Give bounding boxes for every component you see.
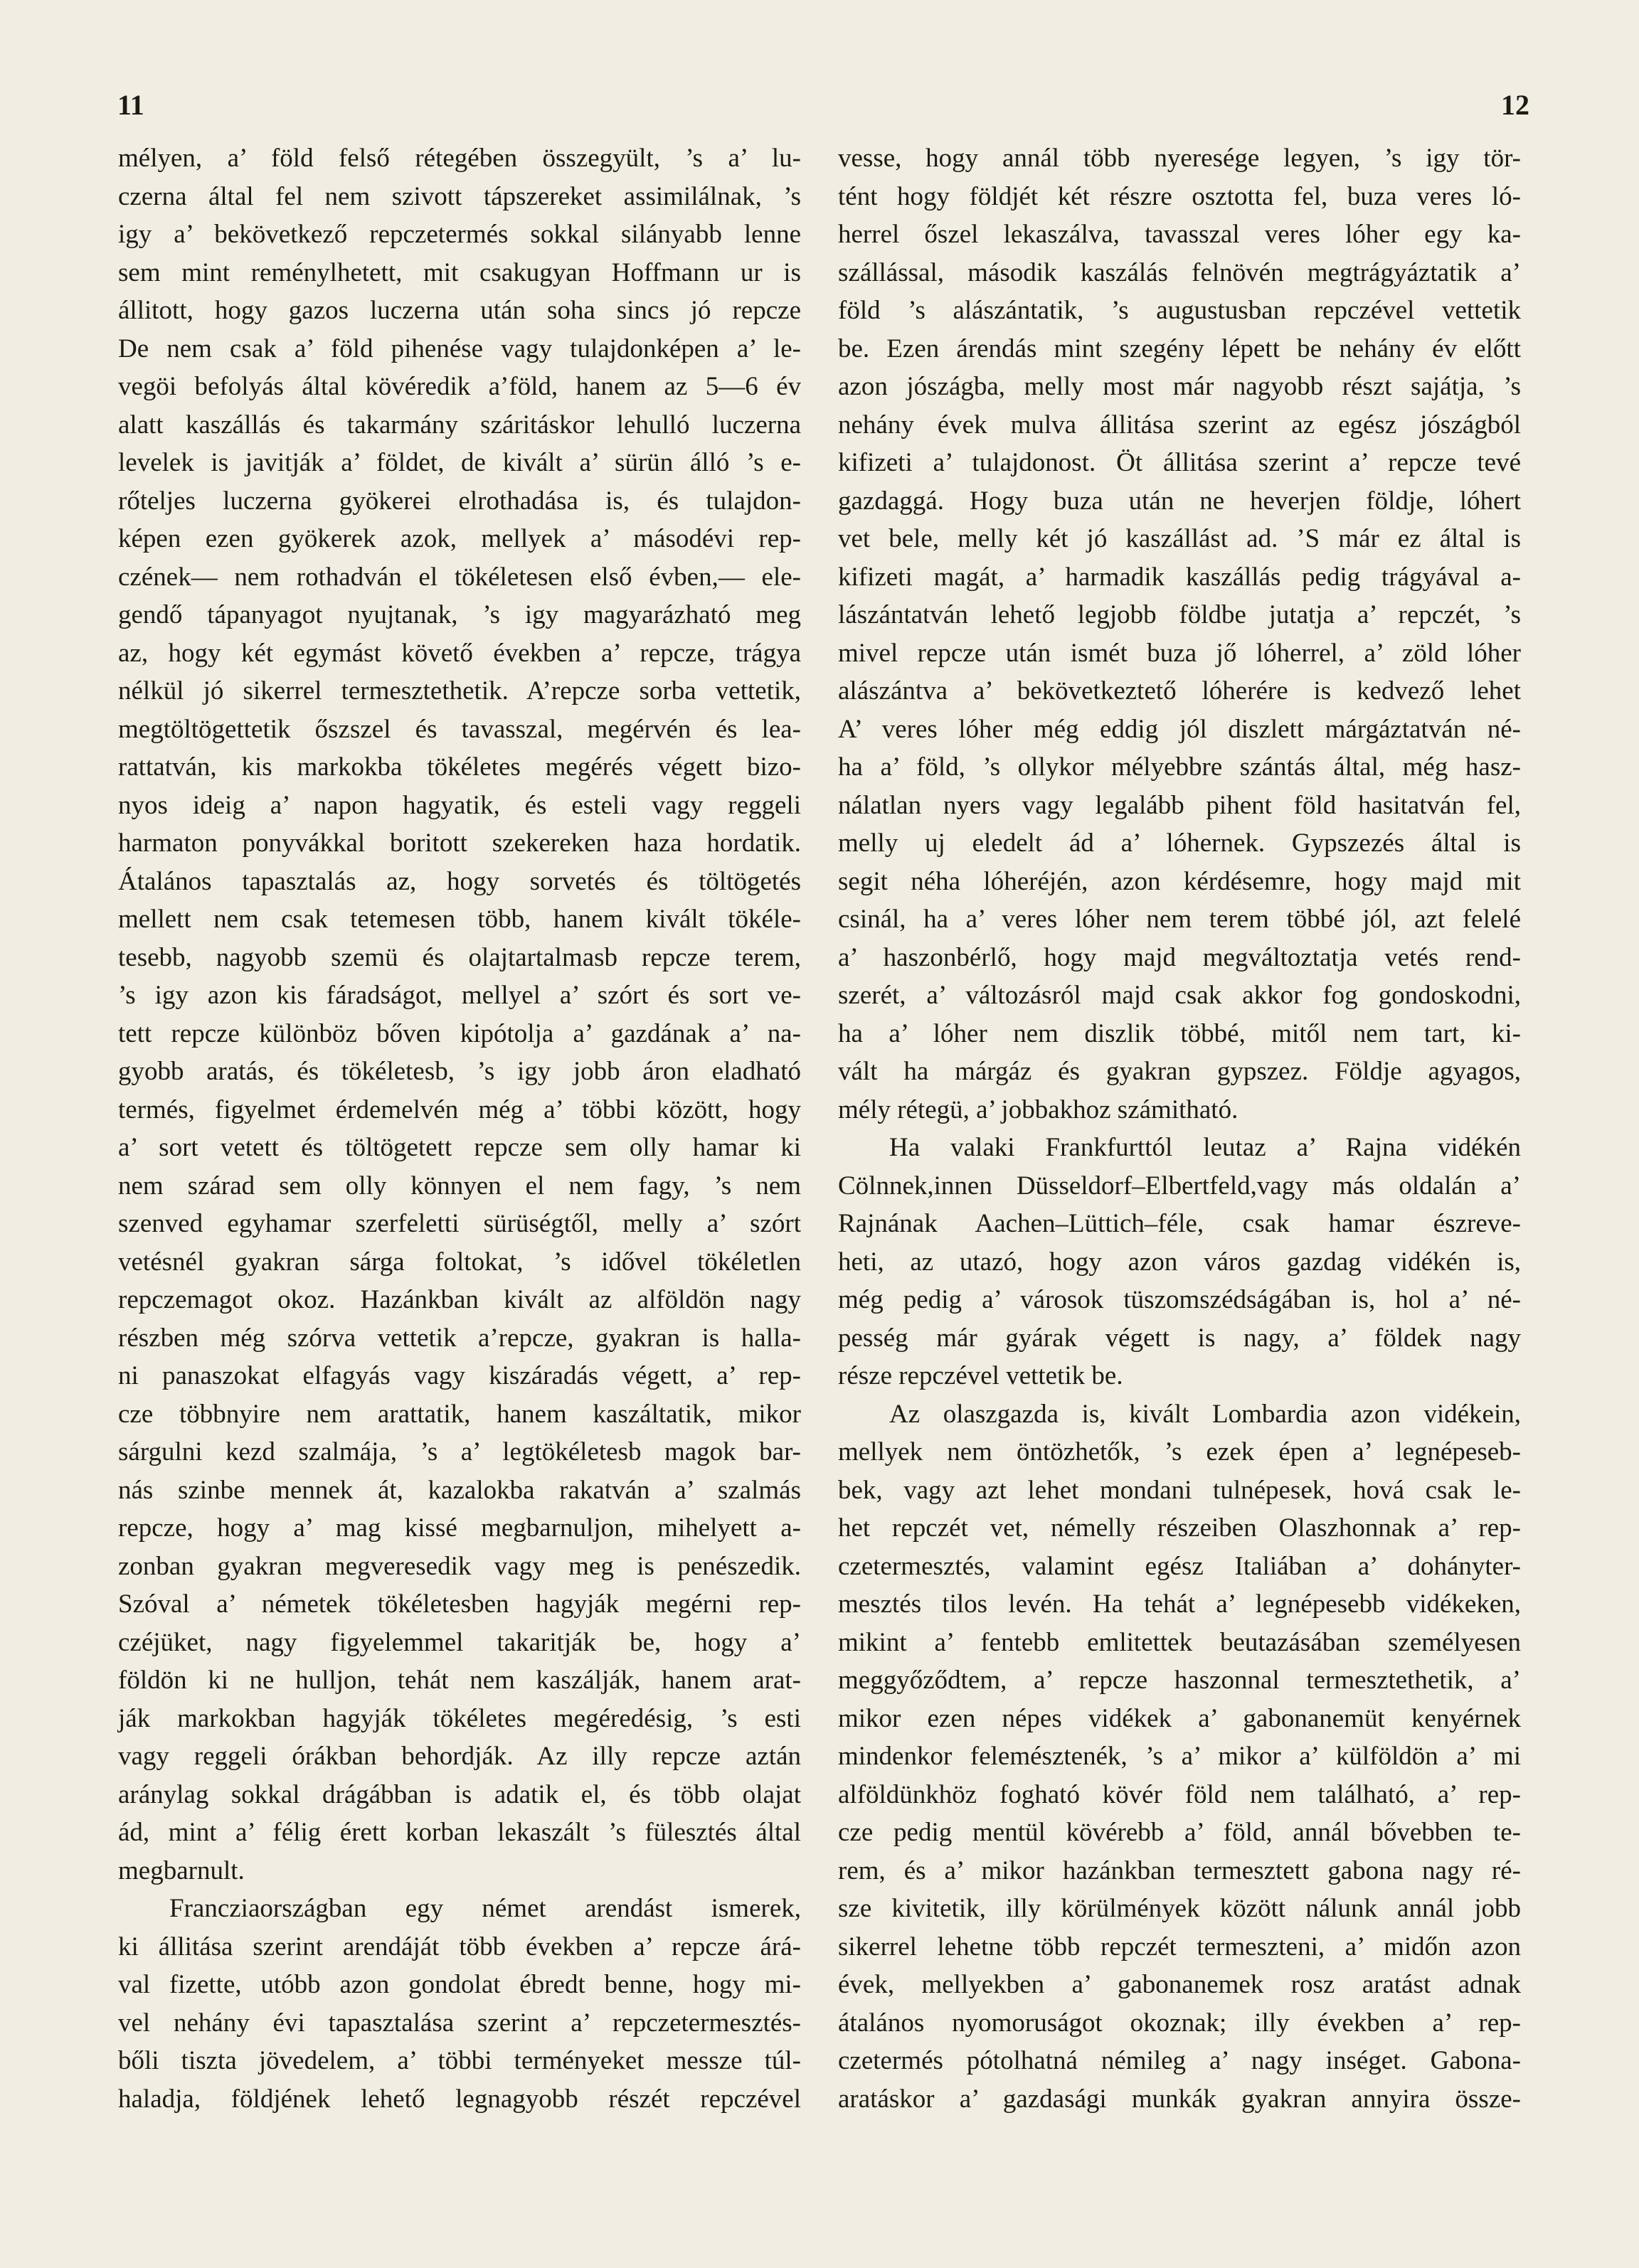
text-line: szállással, második kaszálás felnövén megtrágyáztatik a’ (838, 257, 1521, 287)
text-line: tént hogy földjét két részre osztotta fel, buza veres ló- (838, 181, 1521, 211)
text-line: ha a’ lóher nem diszlik többé, mitől nem tart, ki- (838, 1018, 1521, 1048)
text-line: bek, vagy azt lehet mondani tulnépesek, hová csak le- (838, 1475, 1521, 1505)
text-line: mindenkor felemésztenék, ’s a’ mikor a’ külföldön a’ mi (838, 1742, 1521, 1771)
text-column-left (118, 139, 801, 2118)
text-line: cze pedig mentül kövérebb a’ föld, annál bővebben te- (838, 1818, 1521, 1847)
text-line: levelek is javitják a’ földet, de kivált a’ sürün álló ’s e- (118, 448, 801, 477)
text-line: czerna által fel nem szivott tápszereket assimilálnak, ’s (118, 181, 801, 211)
text-line: alföldünkhöz fogható kövér föld nem található, a’ rep- (838, 1779, 1521, 1809)
page-number-left: 11 (117, 89, 144, 121)
text-line: val fizette, utóbb azon gondolat ébredt benne, hogy mi- (118, 1970, 801, 1999)
text-line: czetermesztés, valamint egész Italiában a’ dohányter- (838, 1551, 1521, 1581)
text-line: megtöltögettetik őszszel és tavasszal, megérvén és lea- (118, 714, 801, 744)
text-line: évek, mellyekben a’ gabonanemek rosz aratást adnak (838, 1970, 1521, 1999)
text-line: De nem csak a’ föld pihenése vagy tulajdonképen a’ le- (118, 334, 801, 363)
text-line: alatt kaszállás és takarmány száritáskor lehulló luczerna (118, 410, 801, 440)
text-line: vel nehány évi tapasztalása szerint a’ repczetermesztés- (118, 2008, 801, 2038)
text-line: az, hogy két egymást követő években a’ repcze, trágya (118, 638, 801, 668)
text-line: szenved egyhamar szerfeletti sürüségtől, melly a’ szórt (118, 1209, 801, 1238)
text-line: kifizeti a’ tulajdonost. Öt állitása szerint a’ repcze tevé (838, 448, 1521, 477)
text-line: haladja, földjének lehető legnagyobb részét repczével (118, 2084, 801, 2114)
text-line: repczemagot okoz. Hazánkban kivált az alföldön nagy (118, 1285, 801, 1314)
text-line: ki állitása szerint arendáját több években a’ repcze árá- (118, 1932, 801, 1961)
text-line: része repczével vettetik be. (838, 1361, 1123, 1390)
text-line: ád, mint a’ félig érett korban lekaszált ’s fülesztés által (118, 1818, 801, 1847)
text-line: nélkül jó sikerrel termesztethetik. A’repcze sorba vettetik, (118, 676, 801, 706)
text-line: vegöi befolyás által kövéredik a’föld, hanem az 5—6 év (118, 372, 801, 401)
text-line: zonban gyakran megveresedik vagy meg is penészedik. (118, 1551, 801, 1581)
text-line: cze többnyire nem arattatik, hanem kaszáltatik, mikor (118, 1399, 801, 1429)
text-line: sikerrel lehetne több repczét termeszteni, a’ midőn azon (838, 1932, 1521, 1961)
text-line: mellett nem csak tetemesen több, hanem kivált tökéle- (118, 905, 801, 934)
text-line: nyos ideig a’ napon hagyatik, és esteli vagy reggeli (118, 790, 801, 820)
text-line: repcze, hogy a’ mag kissé megbarnuljon, mihelyett a- (118, 1513, 801, 1543)
text-line: megbarnult. (118, 1856, 245, 1885)
text-line: melly uj eledelt ád a’ lóhernek. Gypszezés által is (838, 829, 1521, 858)
text-line: csinál, ha a’ veres lóher nem terem többé jól, azt felelé (838, 905, 1521, 934)
text-line: föld ’s alászántatik, ’s augustusban repczével vettetik (838, 296, 1521, 325)
text-line: harmaton ponyvákkal boritott szekereken haza hordatik. (118, 829, 801, 858)
text-line: ják markokban hagyják tökéletes megéredésig, ’s esti (118, 1703, 801, 1733)
text-line: be. Ezen árendás mint szegény lépett be nehány év előtt (838, 334, 1521, 363)
text-line: a’ sort vetett és töltögetett repcze sem olly hamar ki (118, 1133, 801, 1162)
text-line: szerét, a’ változásról majd csak akkor fog gondoskodni, (838, 981, 1521, 1010)
text-line: még pedig a’ városok tüszomszédságában is, hol a’ né- (838, 1285, 1521, 1314)
text-line: het repczét vet, némelly részeiben Olaszhonnak a’ rep- (838, 1513, 1521, 1543)
text-line: ha a’ föld, ’s ollykor mélyebbre szántás által, még hasz- (838, 752, 1521, 782)
text-line: czéjüket, nagy figyelemmel takaritják be, hogy a’ (118, 1627, 801, 1657)
text-line: nálatlan nyers vagy legalább pihent föld hasitatván fel, (838, 790, 1521, 820)
text-line: bőli tiszta jövedelem, a’ többi terményeket messze túl- (118, 2046, 801, 2075)
text-line: rattatván, kis markokba tökéletes megérés végett bizo- (118, 752, 801, 782)
text-line: mélyen, a’ föld felső rétegében összegyült, ’s a’ lu- (118, 144, 801, 173)
text-line: gendő tápanyagot nyujtanak, ’s igy magyarázható meg (118, 600, 801, 629)
text-line: segit néha lóheréjén, azon kérdésemre, hogy majd mit (838, 866, 1521, 896)
text-line: Ha valaki Frankfurttól leutaz a’ Rajna vidékén (889, 1133, 1521, 1162)
text-line: Az olaszgazda is, kivált Lombardia azon vidékein, (889, 1399, 1521, 1429)
text-line: mivel repcze után ismét buza jő lóherrel, a’ zöld lóher (838, 638, 1521, 668)
page-number-right: 12 (1501, 89, 1529, 121)
text-line: czének— nem rothadván el tökéletesen első évben,— ele- (118, 562, 801, 592)
text-line: mikint a’ fentebb emlitettek beutazásában személyesen (838, 1627, 1521, 1657)
text-line: átalános nyomoruságot okoznak; illy években a’ rep- (838, 2008, 1521, 2038)
text-line: sárgulni kezd szalmája, ’s a’ legtökéletesb magok bar- (118, 1437, 801, 1466)
text-line: vált ha márgáz és gyakran gypszez. Földje agyagos, (838, 1057, 1521, 1086)
text-line: alászántva a’ bekövetkeztető lóherére is kedvező lehet (838, 676, 1521, 706)
text-line: meggyőződtem, a’ repcze haszonnal termesztethetik, a’ (838, 1666, 1521, 1695)
text-line: részben még szórva vettetik a’repcze, gyakran is halla- (118, 1323, 801, 1353)
text-line: vetésnél gyakran sárga foltokat, ’s idővel tökéletlen (118, 1247, 801, 1277)
text-line: herrel őszel lekaszálva, tavasszal veres lóher egy ka- (838, 220, 1521, 249)
text-line: mély rétegü, a’ jobbakhoz számitható. (838, 1095, 1238, 1124)
text-line: ’s igy azon kis fáradságot, mellyel a’ szórt és sort ve- (118, 981, 801, 1010)
text-line: mikor ezen népes vidékek a’ gabonanemüt kenyérnek (838, 1703, 1521, 1733)
text-line: heti, az utazó, hogy azon város gazdag vidékén is, (838, 1247, 1521, 1277)
text-line: Rajnának Aachen–Lüttich–féle, csak hamar észreve- (838, 1209, 1521, 1238)
text-line: sze kivitetik, illy körülmények között nálunk annál jobb (838, 1894, 1521, 1923)
text-line: gazdaggá. Hogy buza után ne heverjen földje, lóhert (838, 486, 1521, 516)
text-line: sem mint reménylhetett, mit csakugyan Hoffmann ur is (118, 257, 801, 287)
text-line: termés, figyelmet érdemelvén még a’ többi között, hogy (118, 1095, 801, 1124)
text-line: vesse, hogy annál több nyeresége legyen, ’s igy tör- (838, 144, 1521, 173)
text-line: rem, és a’ mikor hazánkban termesztett gabona nagy ré- (838, 1856, 1521, 1885)
text-line: képen ezen gyökerek azok, mellyek a’ másodévi rep- (118, 524, 801, 553)
text-line: nás szinbe mennek át, kazalokba rakatván a’ szalmás (118, 1475, 801, 1505)
text-line: kifizeti magát, a’ harmadik kaszállás pedig trágyával a- (838, 562, 1521, 592)
text-line: azon jószágba, melly most már nagyobb részt sajátja, ’s (838, 372, 1521, 401)
text-line: tesebb, nagyobb szemü és olajtartalmasb repcze terem, (118, 942, 801, 972)
text-line: mellyek nem öntözhetők, ’s ezek épen a’ legnépeseb- (838, 1437, 1521, 1466)
text-line: tett repcze különböz bőven kipótolja a’ gazdának a’ na- (118, 1018, 801, 1048)
text-line: Francziaországban egy német arendást ismerek, (169, 1894, 801, 1923)
text-line: gyobb aratás, és tökéletesb, ’s igy jobb áron eladható (118, 1057, 801, 1086)
text-line: nehány évek mulva állitása szerint az egész jószágból (838, 410, 1521, 440)
text-line: ni panaszokat elfagyás vagy kiszáradás végett, a’ rep- (118, 1361, 801, 1390)
text-line: aránylag sokkal drágábban is adatik el, és több olajat (118, 1779, 801, 1809)
text-line: Cölnnek,innen Düsseldorf–Elbertfeld,vagy más oldalán a’ (838, 1171, 1521, 1200)
text-line: nem szárad sem olly könnyen el nem fagy, ’s nem (118, 1171, 801, 1200)
text-line: aratáskor a’ gazdasági munkák gyakran annyira össze- (838, 2084, 1521, 2114)
text-line: Átalános tapasztalás az, hogy sorvetés és töltögetés (118, 866, 801, 896)
text-line: a’ haszonbérlő, hogy majd megváltoztatja vetés rend- (838, 942, 1521, 972)
text-line: A’ veres lóher még eddig jól diszlett márgáztatván né- (838, 714, 1521, 744)
text-line: állitott, hogy gazos luczerna után soha sincs jó repcze (118, 296, 801, 325)
text-line: pesség már gyárak végett is nagy, a’ földek nagy (838, 1323, 1521, 1353)
text-line: igy a’ bekövetkező repczetermés sokkal silányabb lenne (118, 220, 801, 249)
text-line: földön ki ne hulljon, tehát nem kaszálják, hanem arat- (118, 1666, 801, 1695)
text-column-right (838, 139, 1521, 2118)
text-line: Szóval a’ németek tökéletesben hagyják megérni rep- (118, 1590, 801, 1619)
text-line: czetermés pótolhatná némileg a’ nagy inséget. Gabona- (838, 2046, 1521, 2075)
text-line: vet bele, melly két jó kaszállást ad. ’S már ez által is (838, 524, 1521, 553)
text-line: vagy reggeli órákban behordják. Az illy repcze aztán (118, 1742, 801, 1771)
text-line: rőteljes luczerna gyökerei elrothadása is, és tulajdon- (118, 486, 801, 516)
text-line: lászántatván lehető legjobb földbe jutatja a’ repczét, ’s (838, 600, 1521, 629)
text-line: mesztés tilos levén. Ha tehát a’ legnépesebb vidékeken, (838, 1590, 1521, 1619)
